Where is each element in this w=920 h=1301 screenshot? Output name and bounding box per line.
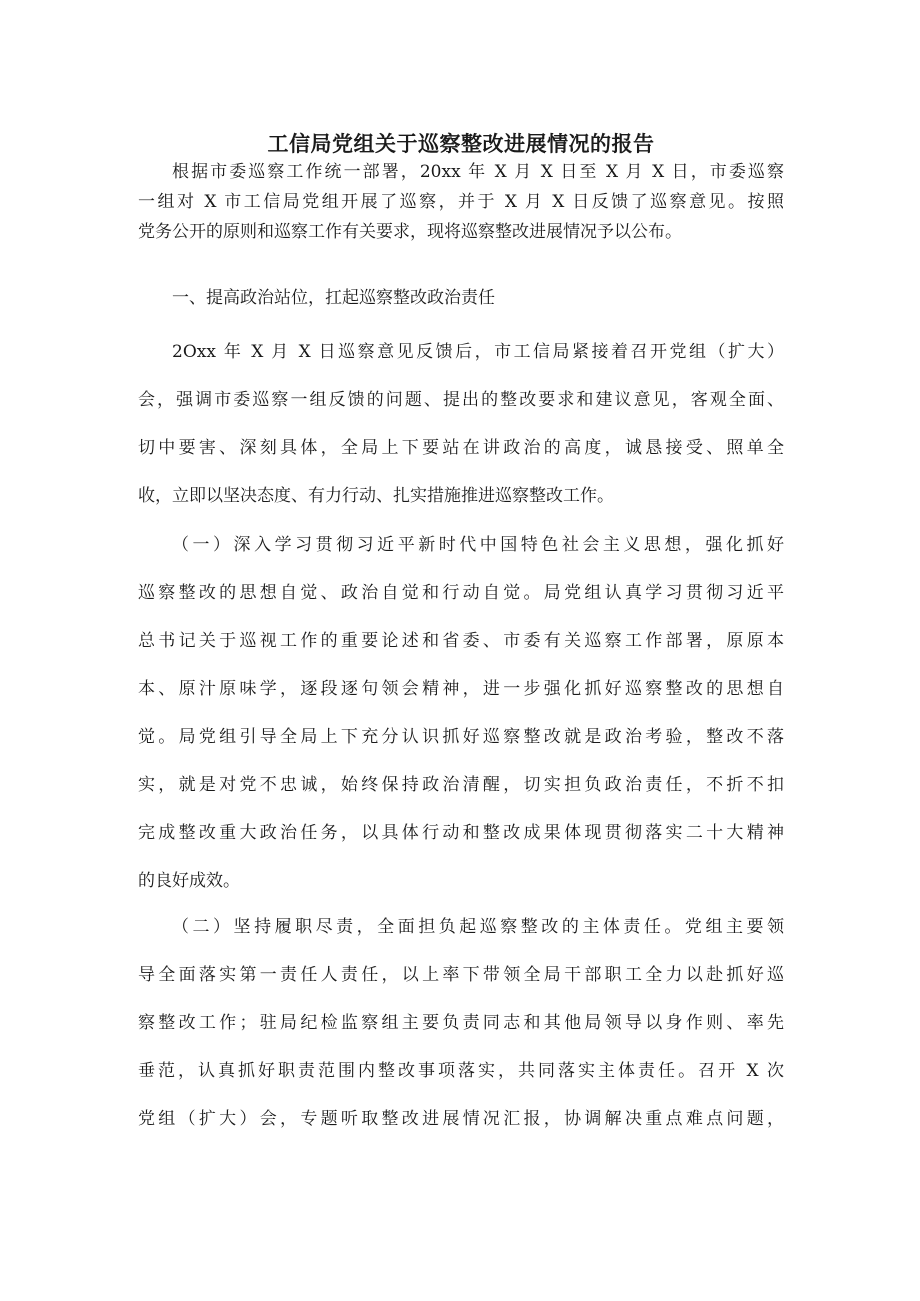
text-line: 巡察整改的思想自觉、政治自觉和行动自觉。局党组认真学习贯彻习近平 <box>138 583 784 603</box>
text-line: （一）深入学习贯彻习近平新时代中国特色社会主义思想，强化抓好 <box>172 535 784 555</box>
section-heading <box>138 283 784 313</box>
text-line: 总书记关于巡视工作的重要论述和省委、市委有关巡察工作部署，原原本 <box>138 631 784 651</box>
text-line: （二）坚持履职尽责，全面担负起巡察整改的主体责任。党组主要领 <box>172 917 784 937</box>
section-heading-text: 一、提高政治站位，扛起巡察整改政治责任 <box>172 288 495 308</box>
text-line: 的良好成效。 <box>138 871 240 891</box>
text-line: 会，强调市委巡察一组反馈的问题、提出的整改要求和建议意见，客观全面、 <box>138 390 784 410</box>
text-line: 觉。局党组引导全局上下充分认识抓好巡察整改就是政治考验，整改不落 <box>138 727 784 747</box>
intro-paragraph <box>138 157 784 247</box>
text-line: 察整改工作；驻局纪检监察组主要负责同志和其他局领导以身作则、率先 <box>138 1013 784 1033</box>
document-title: 工信局党组关于巡察整改进展情况的报告 <box>267 132 655 156</box>
subsection2-paragraph <box>138 903 784 1143</box>
text-line: 党组（扩大）会，专题听取整改进展情况汇报，协调解决重点难点问题， <box>138 1109 784 1129</box>
text-line: 根据市委巡察工作统一部署，20xx 年 X 月 X 日至 X 月 X 日，市委巡察 <box>172 162 784 182</box>
text-line: 完成整改重大政治任务，以具体行动和整改成果体现贯彻落实二十大精神 <box>138 823 784 843</box>
text-line: 垂范，认真抓好职责范围内整改事项落实，共同落实主体责任。召开 X 次 <box>138 1061 784 1081</box>
text-line: 党务公开的原则和巡察工作有关要求，现将巡察整改进展情况予以公布。 <box>138 222 682 242</box>
text-line: 导全面落实第一责任人责任，以上率下带领全局干部职工全力以赴抓好巡 <box>138 965 784 985</box>
text-line: 一组对 X 市工信局党组开展了巡察，并于 X 月 X 日反馈了巡察意见。按照 <box>138 192 784 212</box>
subsection1-paragraph <box>138 521 784 905</box>
text-line: 切中要害、深刻具体，全局上下要站在讲政治的高度，诚恳接受、照单全 <box>138 438 784 458</box>
text-line: 本、原汁原味学，逐段逐句领会精神，进一步强化抓好巡察整改的思想自 <box>138 679 784 699</box>
text-line: 实，就是对党不忠诚，始终保持政治清醒，切实担负政治责任，不折不扣 <box>138 775 784 795</box>
section1-paragraph <box>138 328 784 520</box>
text-line: 2Oxx 年 X 月 X 日巡察意见反馈后，市工信局紧接着召开党组（扩大） <box>172 342 784 362</box>
text-line: 收，立即以坚决态度、有力行动、扎实措施推进巡察整改工作。 <box>138 486 614 506</box>
